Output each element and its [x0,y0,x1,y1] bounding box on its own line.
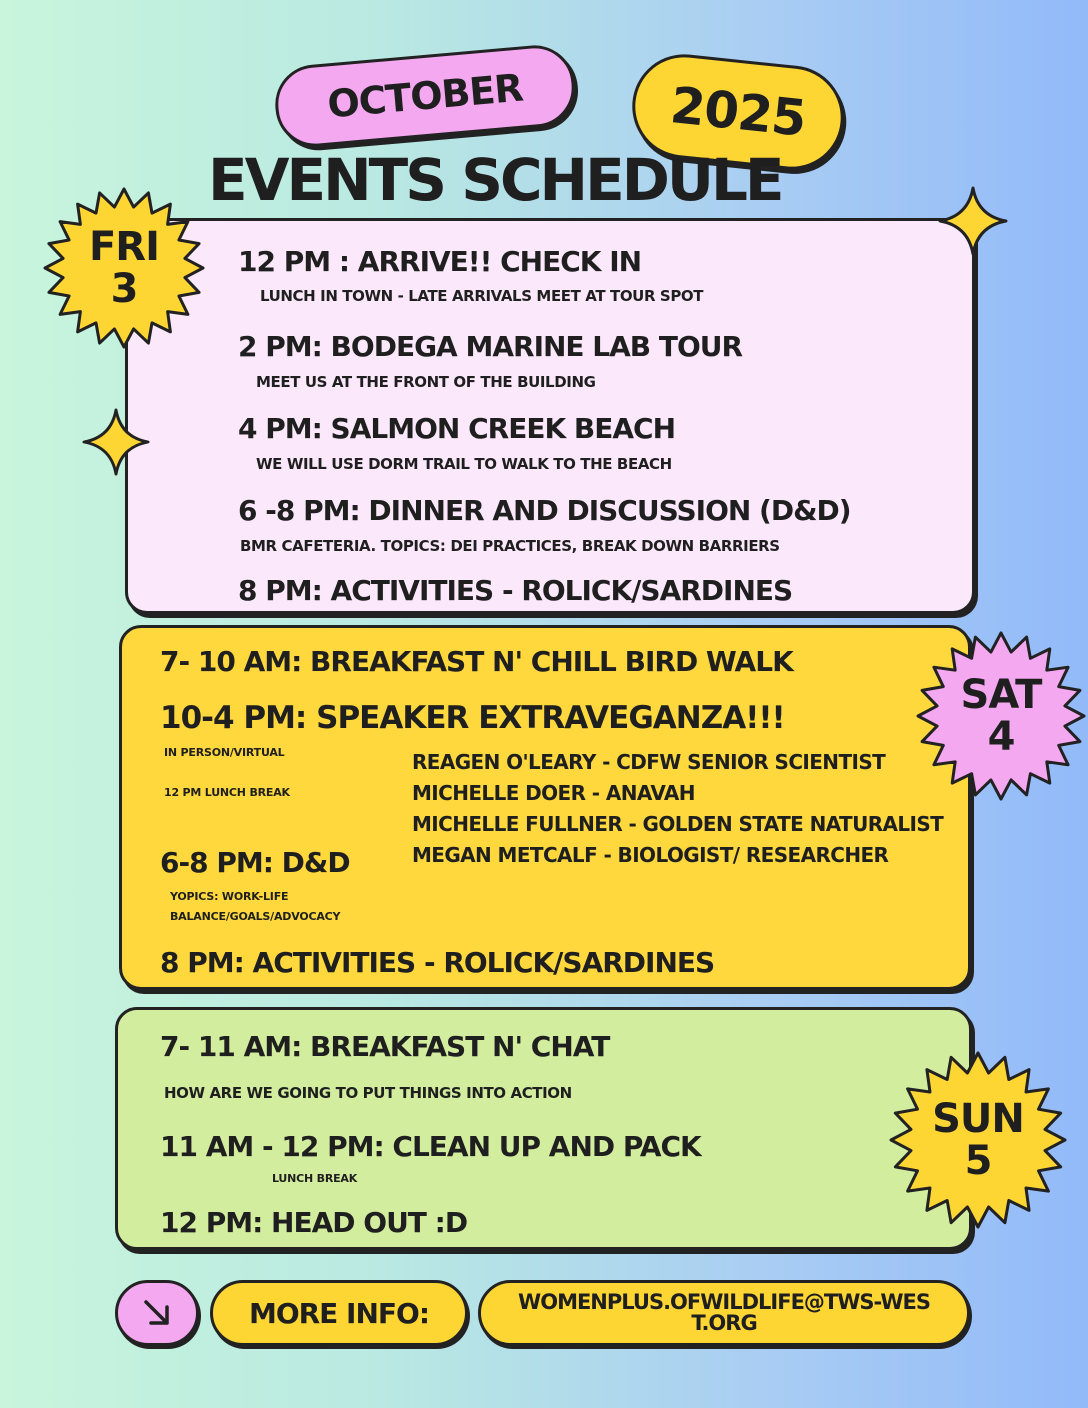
sat-breakfast-title: 7- 10 AM: BREAKFAST N' CHILL BIRD WALK [160,645,793,678]
sunday-date-badge [888,1050,1068,1230]
sun-headout-title: 12 PM: HEAD OUT :D [160,1206,468,1239]
sat-speaker-2: MICHELLE DOER - ANAVAH [412,781,695,805]
sun-cleanup-note: LUNCH BREAK [272,1172,358,1185]
sat-speaker-note-lunch: 12 PM LUNCH BREAK [164,786,290,799]
more-info-pill [210,1280,468,1346]
email-pill[interactable] [478,1280,970,1346]
sat-dd-title: 6-8 PM: D&D [160,846,350,879]
sat-speaker-4: MEGAN METCALF - BIOLOGIST/ RESEARCHER [412,843,889,867]
sat-speaker-3: MICHELLE FULLNER - GOLDEN STATE NATURALIST [412,812,944,836]
sunday-date-label: 5 [964,1138,992,1184]
sat-activities-title: 8 PM: ACTIVITIES - ROLICK/SARDINES [160,946,715,979]
fri-event-2-title: 2 PM: BODEGA MARINE LAB TOUR [238,330,743,363]
saturday-date-badge [915,630,1087,802]
sunday-schedule-box [115,1007,972,1250]
fri-event-5-title: 8 PM: ACTIVITIES - ROLICK/SARDINES [238,574,793,607]
fri-event-2-detail: MEET US AT THE FRONT OF THE BUILDING [256,373,596,391]
fri-event-4-title: 6 -8 PM: DINNER AND DISCUSSION (D&D) [238,494,851,527]
friday-date-badge [42,186,206,350]
friday-day-label: FRI [88,224,159,270]
sat-speaker-1: REAGEN O'LEARY - CDFW SENIOR SCIENTIST [412,750,886,774]
month-pill [272,42,578,150]
sun-cleanup-title: 11 AM - 12 PM: CLEAN UP AND PACK [160,1130,701,1163]
sun-breakfast-note: HOW ARE WE GOING TO PUT THINGS INTO ACTION [164,1084,572,1102]
month-label: OCTOBER [325,65,525,127]
fri-event-3-title: 4 PM: SALMON CREEK BEACH [238,412,676,445]
saturday-day-label: SAT [960,672,1042,718]
friday-date-label: 3 [110,266,138,312]
friday-schedule-box [125,218,975,614]
fri-event-1-detail: LUNCH IN TOWN - LATE ARRIVALS MEET AT TOUR SPOT [260,287,704,305]
fri-event-4-detail: BMR CAFETERIA. TOPICS: DEI PRACTICES, BREAK DOWN BARRIERS [240,537,780,555]
sat-dd-note-1: YOPICS: WORK-LIFE [170,890,289,903]
sparkle-icon [82,408,150,476]
sat-speaker-note-mode: IN PERSON/VIRTUAL [164,746,285,759]
saturday-date-label: 4 [987,714,1015,760]
sat-dd-note-2: BALANCE/GOALS/ADVOCACY [170,910,341,923]
fri-event-1-title: 12 PM : ARRIVE!! CHECK IN [238,245,642,278]
fri-event-3-detail: WE WILL USE DORM TRAIL TO WALK TO THE BEACH [256,455,672,473]
arrow-down-right-icon [140,1296,174,1330]
sun-breakfast-title: 7- 11 AM: BREAKFAST N' CHAT [160,1030,610,1063]
page-title: EVENTS SCHEDULE [208,146,782,214]
arrow-button[interactable] [115,1280,199,1346]
saturday-schedule-box [119,625,971,990]
year-label: 2025 [667,76,809,148]
sparkle-icon [938,186,1008,256]
email-link[interactable]: WOMENPLUS.OFWILDLIFE@TWS-WEST.ORG [518,1290,930,1335]
sat-speaker-title: 10-4 PM: SPEAKER EXTRAVEGANZA!!! [160,700,785,736]
sunday-day-label: SUN [932,1096,1024,1142]
more-info-label: MORE INFO: [248,1296,430,1330]
